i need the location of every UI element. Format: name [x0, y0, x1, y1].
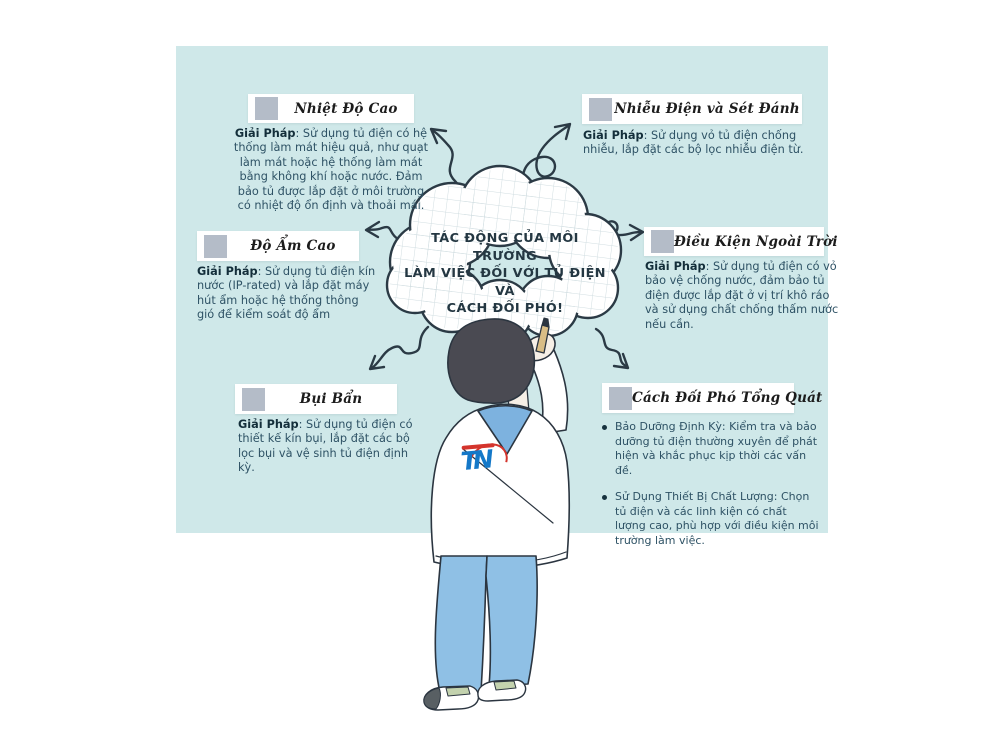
- topic-header-do-am-cao: [197, 231, 359, 261]
- cloud-title-line: CÁCH ĐỐI PHÓ!: [446, 301, 564, 316]
- solution-text: : Sử dụng tủ điện có vỏ bảo vệ chống nước, đảm bảo tủ điện được lắp đặt ở vị trí khô ráo và sử dụng chất chống thấm nước nếu cần.: [645, 260, 839, 331]
- arrow-bottom-right: [596, 329, 626, 366]
- topic-header-bui-ban: [235, 384, 397, 414]
- topic-title: Bụi Bẩn: [299, 391, 363, 407]
- shoe-left-strap: [446, 687, 470, 696]
- topic-icon-placeholder: [242, 388, 265, 411]
- list-item: [602, 490, 820, 548]
- topic-body-nhieu-dien: [583, 129, 811, 158]
- character-pants-left: [435, 556, 487, 692]
- shoe-left-toe: [424, 688, 441, 709]
- character-pants-right: [486, 556, 537, 686]
- bullet-dot: [602, 425, 607, 430]
- topic-title: Nhiễu Điện và Sét Đánh: [614, 101, 800, 117]
- solution-text: : Sử dụng tủ điện kín nước (IP-rated) và lắp đặt máy hút ẩm hoặc hệ thống thông gió để kiểm soát độ ẩm: [197, 265, 376, 322]
- topic-header-nhiet-do-cao: [248, 94, 414, 123]
- character-illustration: [424, 318, 569, 710]
- character-hair: [448, 319, 534, 403]
- topic-title: Độ Ẩm Cao: [250, 238, 336, 254]
- topic-icon-placeholder: [255, 97, 278, 120]
- shoe-right-strap: [494, 681, 516, 690]
- solution-label: Giải Pháp: [234, 127, 296, 140]
- solution-label: Giải Pháp: [197, 265, 258, 278]
- topic-header-tong-quat: [602, 383, 823, 413]
- arrow-bottom-left: [372, 327, 428, 368]
- solution-text: : Sử dụng vỏ tủ điện chống nhiễu, lắp đặt các bộ lọc nhiễu điện từ.: [583, 129, 804, 157]
- topic-body-do-am-cao: [197, 265, 377, 323]
- general-solutions-list: [602, 420, 820, 560]
- solution-label: Giải Pháp: [645, 260, 706, 273]
- solution-label: Giải Pháp: [238, 418, 299, 431]
- topic-body-bui-ban: [238, 418, 418, 476]
- topic-title: Cách Đối Phó Tổng Quát: [632, 390, 823, 406]
- topic-header-nhieu-dien: [582, 94, 802, 124]
- topic-icon-placeholder: [589, 98, 612, 121]
- cloud-title-line: VÀ: [495, 283, 515, 299]
- cloud-title-line: TÁC ĐỘNG CỦA MÔI TRƯỜNG: [431, 231, 579, 264]
- topic-body-nhiet-do-cao: [230, 127, 432, 214]
- topic-icon-placeholder: [651, 230, 674, 253]
- topic-header-ngoai-troi: [644, 227, 838, 256]
- topic-icon-placeholder: [204, 235, 227, 258]
- list-item: [602, 420, 820, 478]
- topic-body-ngoai-troi: [645, 260, 840, 332]
- solution-label: Giải Pháp: [583, 129, 644, 142]
- bullet-dot: [602, 495, 607, 500]
- tn-logo: [456, 435, 514, 490]
- topic-icon-placeholder: [609, 387, 632, 410]
- bullet-text: Sử Dụng Thiết Bị Chất Lượng: Chọn tủ điện và các linh kiện có chất lượng cao, phù hợp với điều kiện môi trường làm việc.: [615, 490, 819, 547]
- topic-title: Nhiệt Độ Cao: [294, 100, 398, 117]
- cloud-title: [397, 230, 613, 318]
- cloud-title-line: LÀM VIỆC ĐỐI VỚI TỦ ĐIỆN: [404, 266, 606, 281]
- solution-text: : Sử dụng tủ điện có thiết kế kín bụi, lắp đặt các bộ lọc bụi và vệ sinh tủ điện định kỳ.: [238, 418, 413, 475]
- bullet-text: Bảo Dưỡng Định Kỳ: Kiểm tra và bảo dưỡng tủ điện thường xuyên để phát hiện và khắc phục kịp thời các vấn đề.: [615, 420, 818, 477]
- solution-text: : Sử dụng tủ điện có hệ thống làm mát hiệu quả, như quạt làm mát hoặc hệ thống làm mát bằng không khí hoặc nước. Đảm bảo tủ được lắp đặt ở môi trường có nhiệt độ ổn định và thoải mái.: [233, 127, 429, 213]
- topic-title: Điều Kiện Ngoài Trời: [674, 233, 838, 250]
- logo-text: TN: [459, 444, 491, 477]
